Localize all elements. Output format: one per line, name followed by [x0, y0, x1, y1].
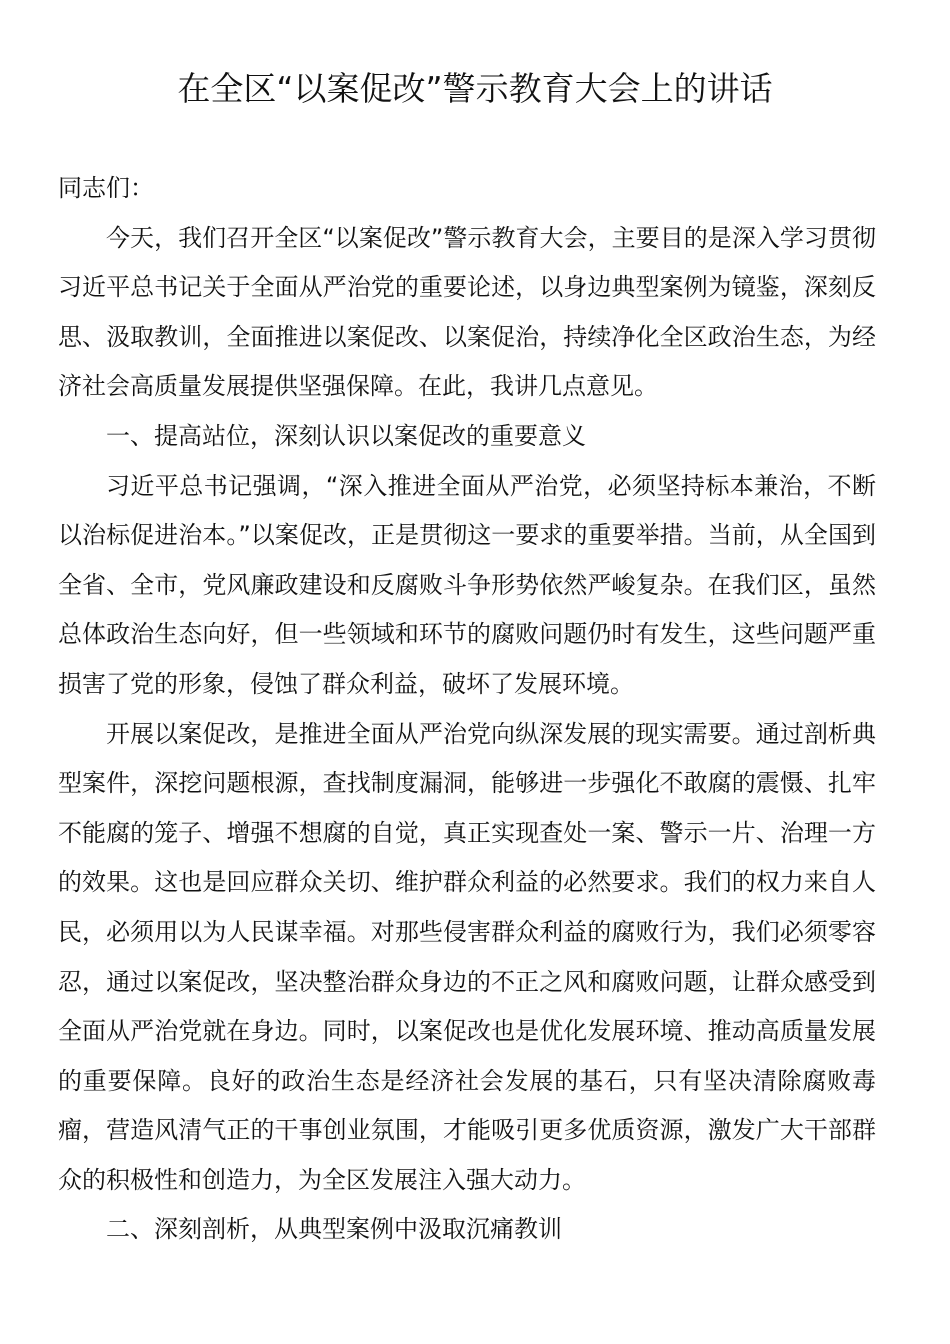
- paragraph-intro: 今天，我们召开全区“以案促改”警示教育大会，主要目的是深入学习贯彻习近平总书记关于全面从严治党的重要论述，以身边典型案例为镜鉴，深刻反思、汲取教训，全面推进以案促改、以案促治，持续净化全区政治生态，为经济社会高质量发展提供坚强保障。在此，我讲几点意见。: [58, 223, 876, 401]
- paragraph-section1-b: 开展以案促改，是推进全面从严治党向纵深发展的现实需要。通过剖析典型案件，深挖问题根源，查找制度漏洞，能够进一步强化不敢腐的震慑、扎牢不能腐的笼子、增强不想腐的自觉，真正实现查处一案、警示一片、治理一方的效果。这也是回应群众关切、维护群众利益的必然要求。我们的权力来自人民，必须用以为人民谋幸福。对那些侵害群众利益的腐败行为，我们必须零容忍，通过以案促改，坚决整治群众身边的不正之风和腐败问题，让群众感受到全面从严治党就在身边。同时，以案促改也是优化发展环境、推动高质量发展的重要保障。良好的政治生态是经济社会发展的基石，只有坚决清除腐败毒瘤，营造风清气正的干事创业氛围，才能吸引更多优质资源，激发广大干部群众的积极性和创造力，为全区发展注入强大动力。: [58, 719, 876, 1194]
- document-body: [58, 164, 876, 1255]
- section-heading-1: 一、提高站位，深刻认识以案促改的重要意义: [106, 421, 586, 450]
- salutation: 同志们：: [58, 174, 154, 202]
- section-heading-2: 二、深刻剖析，从典型案例中汲取沉痛教训: [106, 1215, 562, 1244]
- document-title: 在全区“以案促改”警示教育大会上的讲话: [177, 69, 773, 108]
- paragraph-section1-a: 习近平总书记强调，“深入推进全面从严治党，必须坚持标本兼治，不断以治标促进治本。”以案促改，正是贯彻这一要求的重要举措。当前，从全国到全省、全市，党风廉政建设和反腐败斗争形势依然严峻复杂。在我们区，虽然总体政治生态向好，但一些领域和环节的腐败问题仍时有发生，这些问题严重损害了党的形象，侵蚀了群众利益，破坏了发展环境。: [58, 471, 876, 698]
